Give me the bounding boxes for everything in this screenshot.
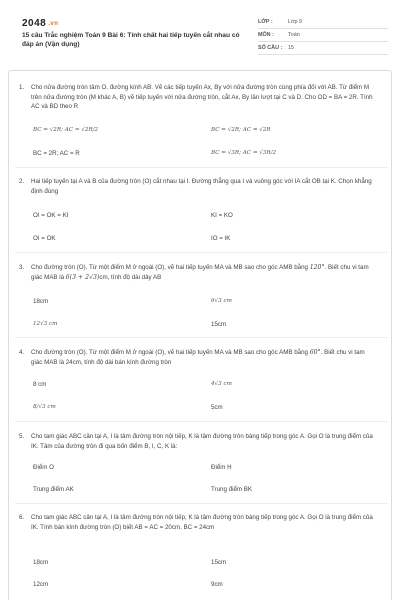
option-d[interactable]: BC = √3R; AC = √3R/2 [211,150,277,156]
info-table [258,16,388,55]
site-logo[interactable]: 2048 .vn [22,18,59,29]
option-b[interactable]: Điểm H [211,464,232,471]
option-b[interactable]: KI = KO [211,212,233,219]
divider [15,337,387,338]
option-c[interactable]: 12√3 cm [33,321,58,327]
option-d[interactable]: 9cm [211,581,223,588]
option-b[interactable]: 6√3 cm [211,298,232,304]
divider [15,421,387,422]
option-a[interactable]: OI = OK = KI [33,212,69,219]
option-a[interactable]: 8 cm [33,381,47,388]
document-title: 15 câu Trắc nghiệm Toán 9 Bài 6: Tính chất hai tiếp tuyến cắt nhau có đáp án (Vận dụng) [22,32,240,48]
option-a[interactable]: 18cm [33,559,49,566]
option-c[interactable]: 8/√3 cm [33,404,56,410]
option-a[interactable]: Điểm O [33,464,54,471]
question-text: Cho tam giác ABC cân tại A, I là tâm đường tròn nội tiếp, K là tâm đường tròn bàng tiếp trong góc A. Gọi O là trung điểm của IK. Tính bán kính đường tròn (O) biết AB = AC = 20cm, BC = 24cm [31,514,373,531]
option-a[interactable]: BC = √2R; AC = √2R/2 [33,127,99,133]
option-b[interactable]: BC = √2R; AC = √2R [211,127,271,133]
option-c[interactable]: 12cm [33,581,49,588]
page-header [8,10,392,68]
question-text: Hai tiếp tuyến tại A và B của đường tròn (O) cắt nhau tại I. Đường thẳng qua I và vuông góc với IA cắt OB tại K. Chọn khẳng định đúng [31,178,372,195]
question-text: Cho đường tròn (O). Từ một điểm M ở ngoài (O), vẽ hai tiếp tuyến MA và MB sao cho góc AMB bằng 120°. Biết chu vi tam giác MAB là 6(3 + 2√3)cm, tính độ dài dây AB [31,264,369,281]
option-c[interactable]: Trung điểm AK [33,486,74,493]
question-text: Cho đường tròn (O). Từ một điểm M ở ngoài (O), vẽ hai tiếp tuyến MA và MB sao cho góc AMB bằng 60°. Biết chu vi tam giác MAB là 24cm, tính độ dài bán kính đường tròn [31,349,365,366]
question-text: Cho nửa đường tròn tâm O, đường kính AB. Vẽ các tiếp tuyến Ax, By với nửa đường tròn cùng phía đối với AB. Từ điểm M trên nửa đường tròn (M khác A, B) vẽ tiếp tuyến với nửa đường tròn, cắt Ax, By lần lượt tại C và D. Cho OD = BA = 2R. Tính AC và BD theo R [31,84,373,111]
question-text: Cho tam giác ABC cân tại A, I là tâm đường tròn nội tiếp, K là tâm đường tròn bàng tiếp trong góc A. Gọi O là trung điểm của IK. Tâm của đường tròn đi qua bốn điểm B, I, C, K là: [31,433,373,450]
option-d[interactable]: IO = IK [211,235,231,242]
divider [15,252,387,253]
option-d[interactable]: 5cm [211,404,223,411]
divider [15,167,387,168]
info-row-count: SỐ CÂU : 15 [258,42,388,55]
info-row-subject: MÔN : Toán [258,29,388,42]
questions-card: 1. Cho nửa đường tròn tâm O, đường kính AB. Vẽ các tiếp tuyến Ax, By với nửa đường tròn cùng phía đối với AB. Từ điểm M trên nửa đường tròn (M khác A, B) vẽ tiếp tuyến với nửa đường tròn, cắt Ax, By lần lượt tại C và D. Cho OD = BA = 2R. Tính AC và BD theo R BC = √2R; AC = √2R/2 BC = √2R; AC = √2R BC = 2R; AC = R BC = √3R; AC = √3R/2 2. Hai tiếp tuyến tại A và B của đường tròn (O) cắt nhau tại I. Đường thẳng qua I và vuông góc với IA cắt OB tại K. Chọn khẳng định đúng OI = OK = KI KI = KO OI = OK IO = IK 3. Cho đường tròn (O). Từ một điểm M ở ngoài (O), vẽ hai tiếp tuyến MA và MB sao cho góc AMB bằng 120°. Biết chu vi tam giác MAB là 6(3 + 2√3)cm, tính độ dài dây AB 18cm 6√3 cm 12√3 cm 15cm 4. Cho đường tròn (O). Từ một điểm M ở ngoài (O), vẽ hai tiếp tuyến MA và MB sao cho góc AMB bằng 60°. Biết chu vi tam giác MAB là 24cm, tính độ dài bán kính đường tròn 8 cm 4√3 cm 8/√3 cm 5cm 5. Cho tam giác ABC cân tại A, I là tâm đường tròn nội tiếp, K là tâm đường tròn bàng tiếp trong góc A. Gọi O là trung điểm của IK. Tâm của đường tròn đi qua bốn điểm B, I, C, K là: Điểm O Điểm H Trung điểm AK Trung điểm BK 6. Cho tam giác ABC cân tại A, I là tâm đường tròn nội tiếp, K là tâm đường tròn bàng tiếp trong góc A. Gọi O là trung điểm của IK. Tính bán kính đường tròn (O) biết AB = AC = 20cm, BC = 24cm 18cm 15cm 12cm 9cm [8,70,392,600]
option-a[interactable]: 18cm [33,298,49,305]
divider [15,503,387,504]
option-b[interactable]: 15cm [211,559,227,566]
option-b[interactable]: 4√3 cm [211,381,232,387]
option-d[interactable]: Trung điểm BK [211,486,253,493]
option-c[interactable]: BC = 2R; AC = R [33,150,80,157]
option-c[interactable]: OI = OK [33,235,56,242]
info-row-class: LỚP : Lớp 9 [258,16,388,29]
option-d[interactable]: 15cm [211,321,227,328]
